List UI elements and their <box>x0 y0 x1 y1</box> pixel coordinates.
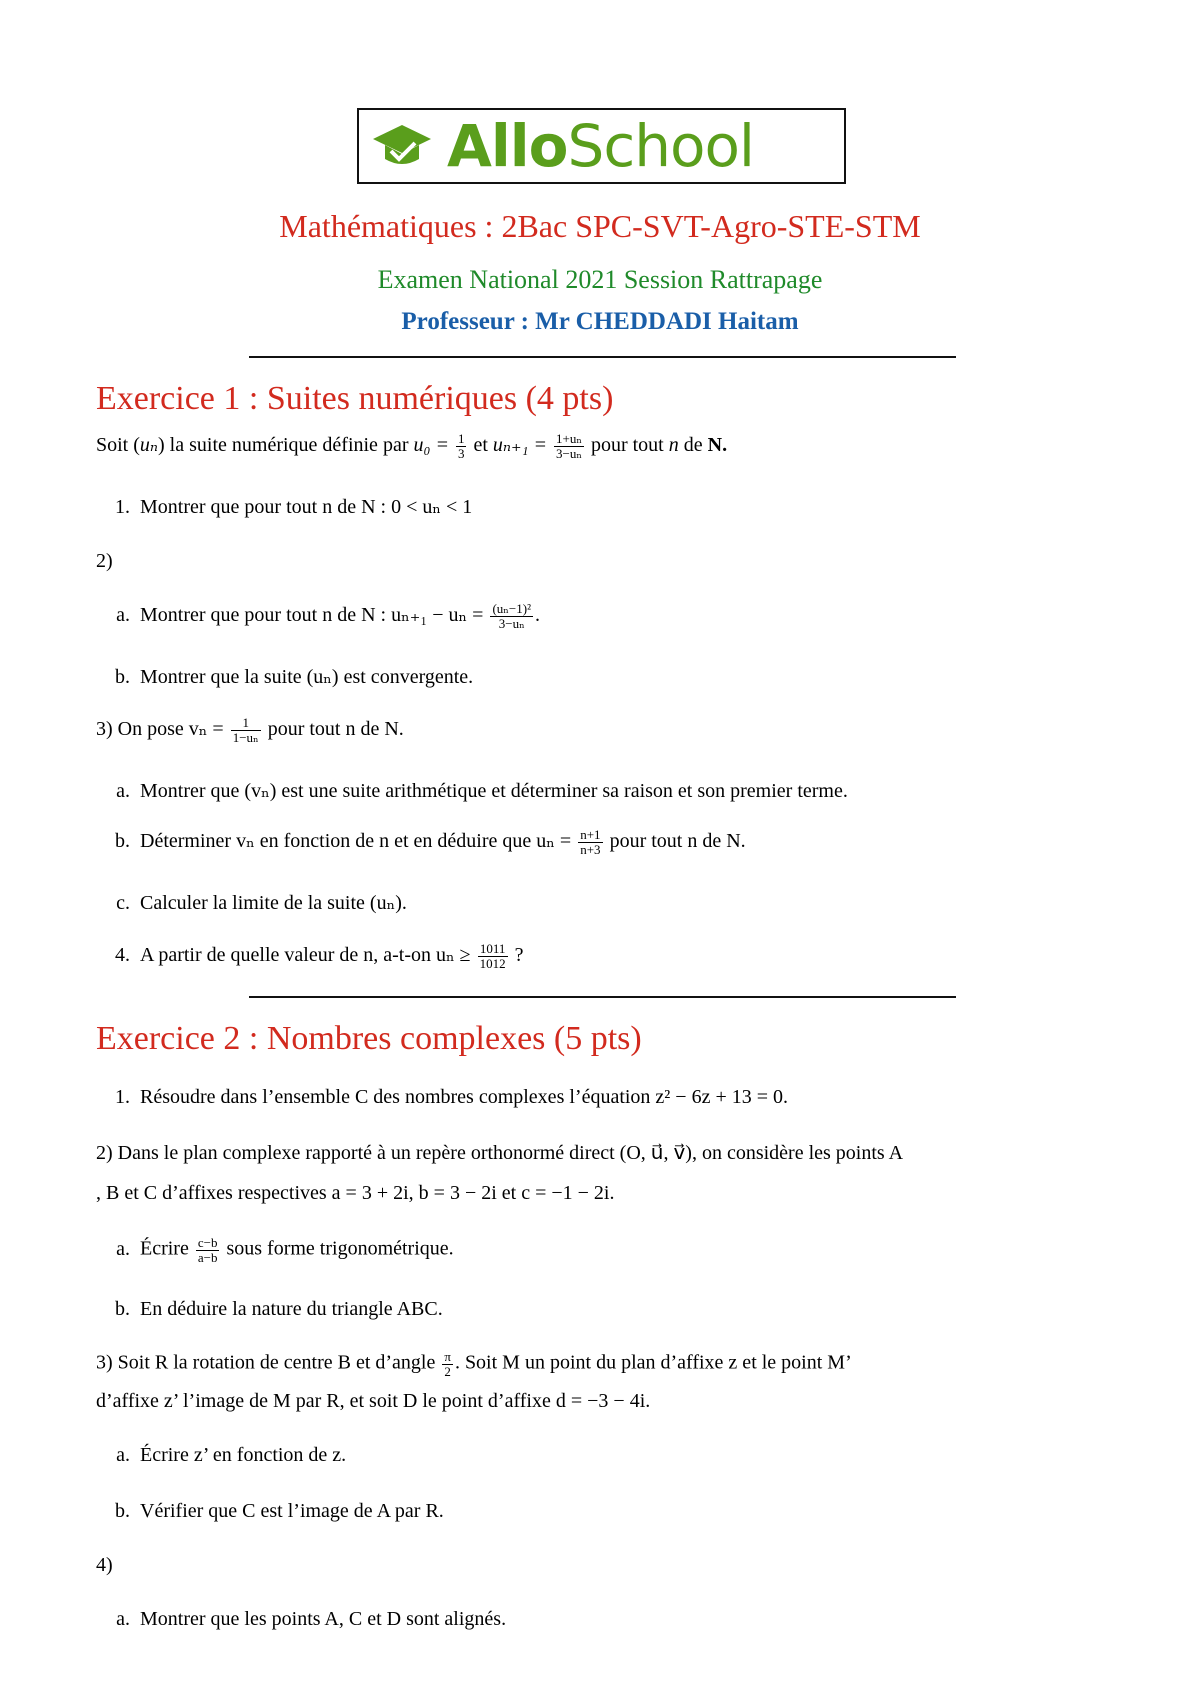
ex2-question-2-line2: , B et C d’affixes respectives a = 3 + 2i, b = 3 − 2i et c = −1 − 2i. <box>96 1182 615 1204</box>
ex2-question-3a: a. Écrire z’ en fonction de z. <box>116 1444 347 1466</box>
ex1-question-2b: b. Montrer que la suite (uₙ) est convergente. <box>115 666 474 688</box>
exercise-1-heading: Exercice 1 : Suites numériques (4 pts) <box>96 380 614 417</box>
exam-subtitle: Examen National 2021 Session Rattrapage <box>377 265 823 294</box>
teacher-name: Professeur : Mr CHEDDADI Haitam <box>401 308 799 335</box>
ex2-question-4a: a. Montrer que les points A, C et D sont alignés. <box>116 1608 507 1630</box>
ex1-question-3c: c. Calculer la limite de la suite (uₙ). <box>116 892 407 914</box>
alloschool-logo <box>357 108 846 184</box>
divider <box>249 356 956 358</box>
graduation-cap-icon <box>371 121 433 171</box>
brand-name: AlloSchool <box>447 112 755 180</box>
ex1-question-2-label: 2) <box>96 550 113 572</box>
ex1-question-3b: b. Déterminer vₙ en fonction de n et en déduire que uₙ = $\frac{n+1}{n+3}$ pour tout n de N. <box>115 827 746 857</box>
exam-title: Mathématiques : 2Bac SPC-SVT-Agro-STE-STM <box>279 208 921 244</box>
divider <box>249 996 956 998</box>
exercise-2-heading: Exercice 2 : Nombres complexes (5 pts) <box>96 1020 642 1057</box>
ex2-question-3-line1: 3) Soit R la rotation de centre B et d’angle $\frac{\pi}{2}$ . Soit M un point du plan d’affixe z et le point M’ <box>96 1349 852 1379</box>
ex2-question-3b: b. Vérifier que C est l’image de A par R. <box>115 1500 444 1522</box>
ex1-question-3: 3) On pose vₙ = $\frac{1}{\text{1−uₙ}}$ pour tout n de N. <box>96 715 404 745</box>
ex2-question-2b: b. En déduire la nature du triangle ABC. <box>115 1298 443 1320</box>
ex2-question-3-line2: d’affixe z’ l’image de M par R, et soit D le point d’affixe d = −3 − 4i. <box>96 1390 651 1412</box>
ex2-question-1: 1. Résoudre dans l’ensemble C des nombres complexes l’équation z² − 6z + 13 = 0. <box>115 1086 789 1108</box>
exercise-1-intro: Soit (uₙ) la suite numérique définie par u₀ = $\frac{1}{3}$ et uₙ₊₁ = $\frac{\text{1+uₙ}}{\text{3−uₙ}}$ pour tout n de N. <box>96 431 728 461</box>
ex2-question-2-line1: 2) Dans le plan complexe rapporté à un repère orthonormé direct (O, u⃗, v⃗), on considère les points A <box>96 1142 904 1164</box>
ex2-question-4-label: 4) <box>96 1554 113 1576</box>
ex1-question-4: 4. A partir de quelle valeur de n, a-t-on uₙ ≥ $\frac{1011}{1012}$ ? <box>115 941 524 971</box>
ex1-question-3a: a. Montrer que (vₙ) est une suite arithmétique et déterminer sa raison et son premier terme. <box>116 780 848 802</box>
ex2-question-2a: a. Écrire $\frac{c-b}{a-b}$ sous forme trigonométrique. <box>116 1235 454 1265</box>
ex1-question-1: 1. Montrer que pour tout n de N : 0 < uₙ < 1 <box>115 496 473 518</box>
ex1-question-2a: a. Montrer que pour tout n de N : uₙ₊₁ − uₙ = $\frac{\text{(uₙ−1)²}}{\text{3−uₙ}}$ . <box>116 601 540 631</box>
